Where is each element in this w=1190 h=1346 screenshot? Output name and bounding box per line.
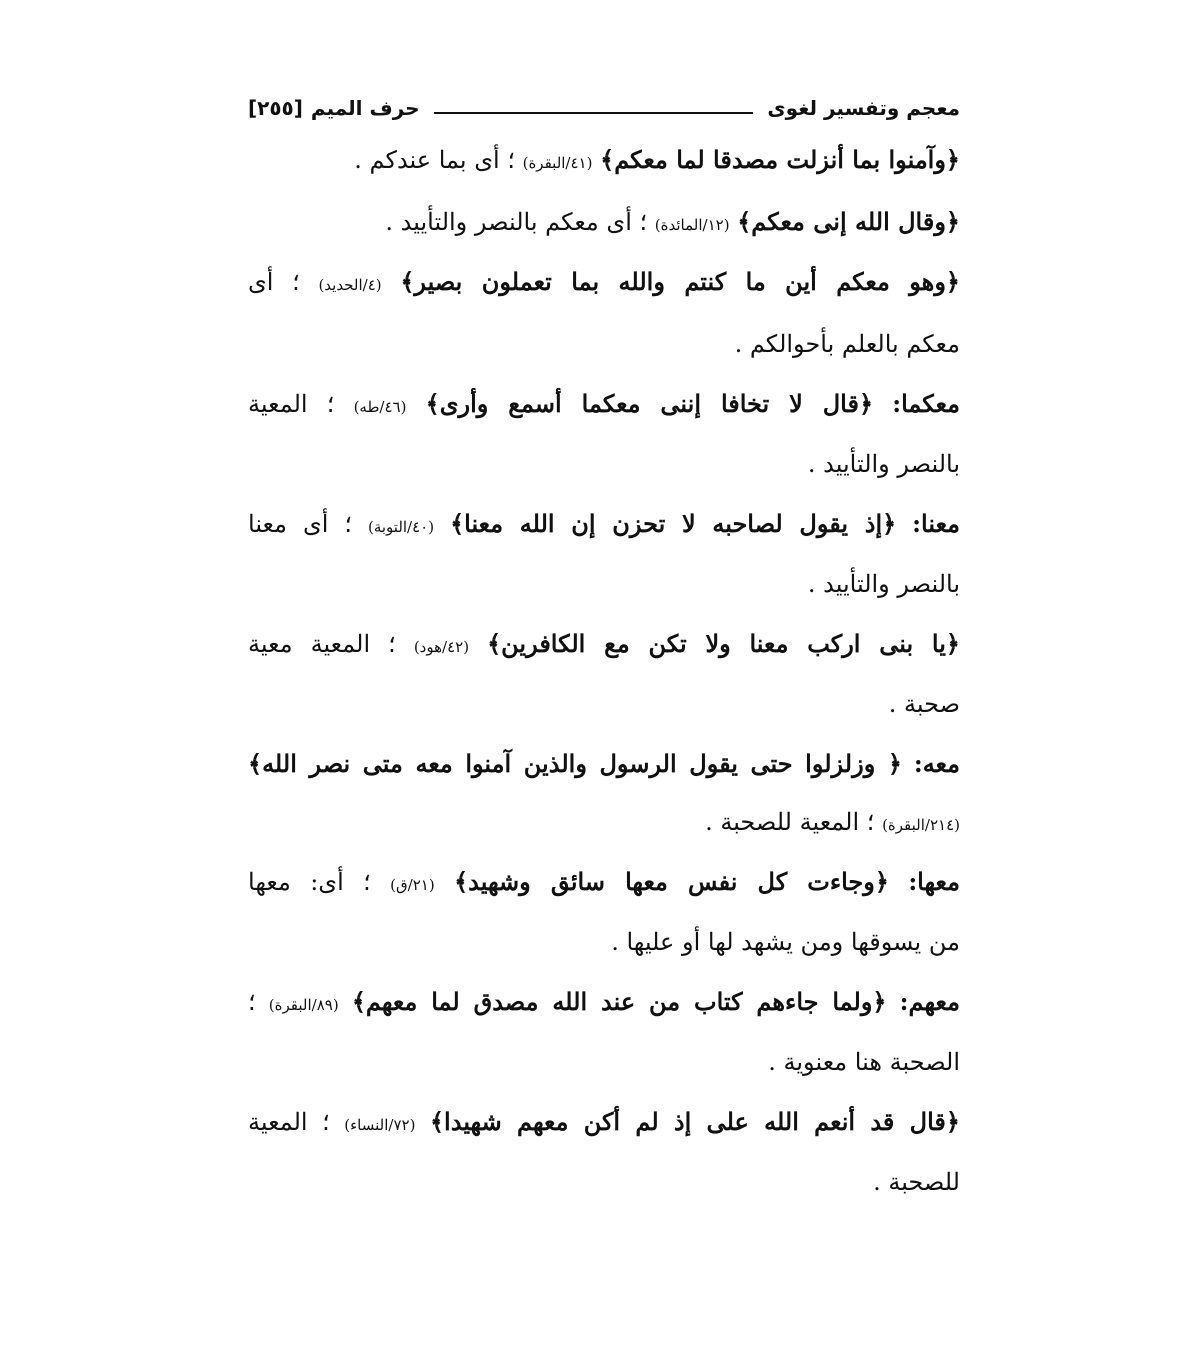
verse-reference: (٤/الحديد) [318,276,382,294]
entry-word: معنا: [912,509,960,538]
commentary-text: صحبة . [888,690,960,718]
text-line [248,1094,960,1150]
entry-word: معكما: [892,389,960,418]
page-content [248,80,960,1196]
commentary-text: ؛ أى معنا [248,510,352,538]
quran-verse: ﴿وجاءت كل نفس معها سائق وشهيد﴾ [454,867,889,896]
verse-reference: (١٢/المائدة) [654,216,730,234]
commentary-text: للصحبة . [873,1168,960,1196]
quran-verse: ﴿وقال الله إنى معكم﴾ [737,207,960,236]
commentary-text: بالنصر والتأييد . [807,450,960,478]
verse-reference: (٤٠/التوبة) [367,518,435,536]
text-line [248,616,960,672]
running-header [248,80,960,120]
commentary-text: معكم بالعلم بأحوالكم . [734,330,960,358]
verse-reference: (٤٢/هود) [413,638,470,656]
section-title: حرف الميم [310,96,420,120]
quran-verse: ﴿إذ يقول لصاحبه لا تحزن إن الله معنا﴾ [450,509,897,538]
text-line [248,854,960,910]
commentary-text: ؛ أى بما عندكم . [354,146,515,174]
text-line [248,496,960,552]
entry-word: معها: [908,867,960,896]
text-line [248,914,960,970]
text-line [248,794,960,850]
commentary-text: ؛ المعية [248,390,335,418]
quran-verse: ﴿ وزلزلوا حتى يقول الرسول والذين آمنوا معه متى نصر الله﴾ [248,749,902,778]
text-line [248,974,960,1030]
commentary-text: ؛ أى: معها [248,868,371,896]
commentary-text: ؛ المعية [248,1108,330,1136]
text-line [248,736,960,792]
verse-reference: (٢١٤/البقرة) [882,816,960,834]
verse-reference: (٨٩/البقرة) [268,996,339,1014]
commentary-text: ؛ أى معكم بالنصر والتأييد . [385,208,648,236]
quran-verse: ﴿وهو معكم أين ما كنتم والله بما تعملون بصير﴾ [400,267,960,296]
commentary-text: ؛ المعية معية [248,630,396,658]
text-line [248,376,960,432]
text-line [248,254,960,310]
text-line [248,132,960,188]
entry-word: معهم: [899,987,960,1016]
text-line [248,316,960,372]
page-number: [٢٥٥] [248,96,303,120]
verse-reference: (٤١/البقرة) [522,154,593,172]
quran-verse: ﴿يا بنى اركب معنا ولا تكن مع الكافرين﴾ [487,629,960,658]
quran-verse: ﴿قال لا تخافا إننى معكما أسمع وأرى﴾ [425,389,874,418]
commentary-text: الصحبة هنا معنوية . [768,1048,960,1076]
verse-reference: (٤٦/طه) [353,398,407,416]
commentary-text: من يسوقها ومن يشهد لها أو عليها . [611,928,960,956]
book-title: معجم وتفسير لغوى [767,96,960,120]
entry-word: معه: [913,749,960,778]
quran-verse: ﴿ولما جاءهم كتاب من عند الله مصدق لما معهم﴾ [351,987,887,1016]
verse-reference: (٧٢/النساء) [344,1116,416,1134]
text-line [248,436,960,492]
quran-verse: ﴿وآمنوا بما أنزلت مصدقا لما معكم﴾ [600,145,960,174]
text-line [248,1154,960,1210]
text-line [248,1034,960,1090]
commentary-text: ؛ المعية للصحبة . [705,808,875,836]
text-line [248,676,960,732]
header-rule [434,112,754,114]
verse-reference: (٢١/ق) [390,876,435,894]
commentary-text: ؛ أى [248,268,300,296]
text-line [248,194,960,250]
text-line [248,556,960,612]
commentary-text: ؛ [248,988,256,1016]
commentary-text: بالنصر والتأييد . [807,570,960,598]
quran-verse: ﴿قال قد أنعم الله على إذ لم أكن معهم شهيدا﴾ [429,1107,960,1136]
